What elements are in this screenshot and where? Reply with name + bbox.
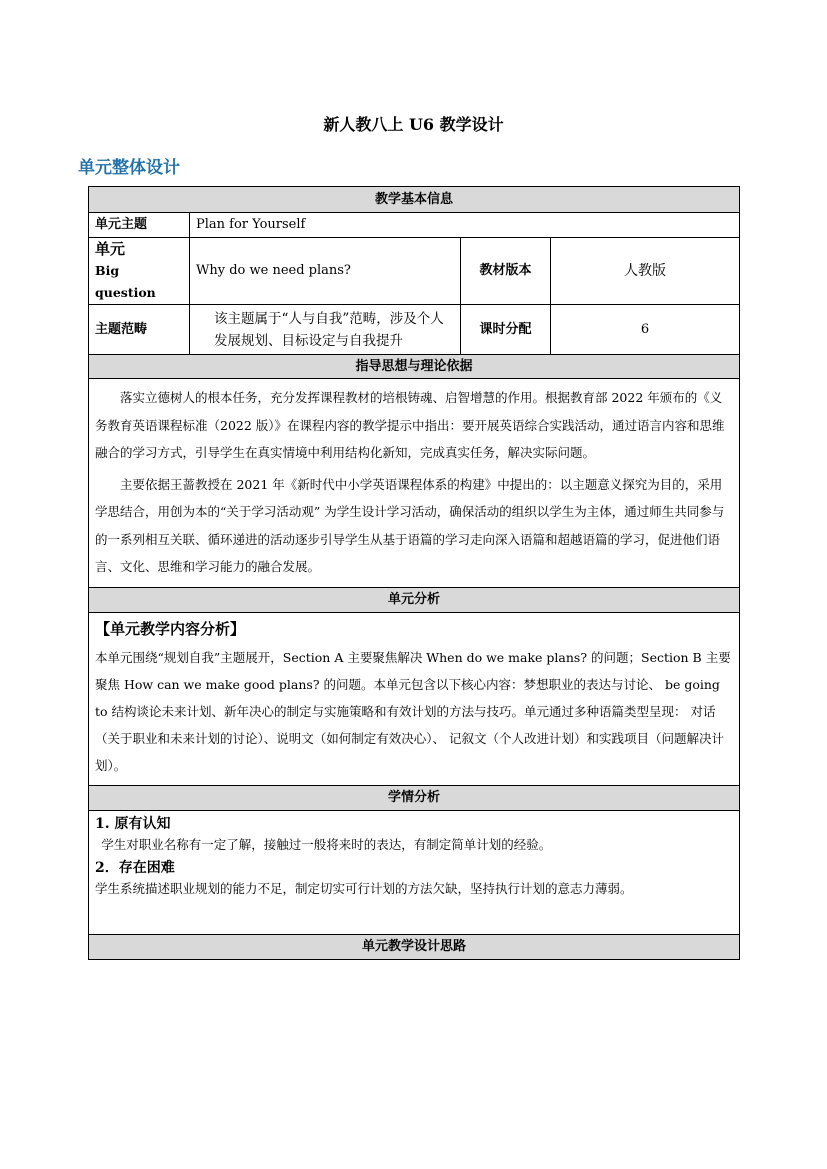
- category-label: 主题范畴: [89, 305, 190, 355]
- unit-analysis-subheading: 【单元教学内容分析】: [95, 619, 246, 638]
- category-value: 该主题属于“人与自我”范畴，涉及个人发展规划、目标设定与自我提升: [190, 305, 461, 355]
- big-question-label-cn: 单元: [95, 240, 126, 258]
- guiding-paragraph-1: 落实立德树人的根本任务，充分发挥课程教材的培根铸魂、启智增慧的作用。根据教育部 2022 年颁布的《义务教育英语课程标准（2022 版）》在课程内容的教学提示中指出：要开展英语综合实践活动，通过语言内容和思维融合的学习方式，引导学生在真实情境中利用结构化新知，完成真实任务，解决实际问题。: [95, 390, 725, 460]
- hours-value: 6: [551, 305, 740, 355]
- big-question-label: [89, 238, 190, 305]
- big-question-value: Why do we need plans?: [190, 238, 461, 305]
- textbook-value: 人教版: [551, 238, 740, 305]
- prior-knowledge-text: 学生对职业名称有一定了解，接触过一般将来时的表达，有制定简单计划的经验。: [101, 836, 552, 852]
- section-heading: 单元整体设计: [78, 158, 180, 178]
- learner-analysis-content: [89, 810, 740, 934]
- guiding-band: 指导思想与理论依据: [89, 355, 740, 379]
- basic-info-band: 教学基本信息: [89, 187, 740, 213]
- prior-knowledge-heading: 1. 原有认知: [95, 815, 171, 832]
- document-title: 新人教八上 U6 教学设计: [323, 115, 504, 134]
- guiding-content: [89, 379, 740, 588]
- difficulties-heading: 2．存在困难: [95, 859, 175, 876]
- guiding-paragraph-2: 主要依据王蔷教授在 2021 年《新时代中小学英语课程体系的构建》中提出的：以主题意义探究为目的，采用学思结合，用创为本的“关于学习活动观” 为学生设计学习活动，确保活动的组织以学生为主体，通过师生共同参与的一系列相互关联、循环递进的活动逐步引导学生从基于语篇的学习走向深入语篇和超越语篇的学习，促进他们语言、文化、思维和学习能力的融合发展。: [95, 476, 725, 574]
- unit-analysis-band: 单元分析: [89, 587, 740, 612]
- design-thinking-band: 单元教学设计思路: [89, 934, 740, 959]
- learner-analysis-band: 学情分析: [89, 785, 740, 810]
- unit-analysis-text: 本单元围绕“规划自我”主题展开，Section A 主要聚焦解决 When do we make plans? 的问题；Section B 主要聚焦 How can we make good plans? 的问题。本单元包含以下核心内容：梦想职业的表达与讨论、 be going to 结构谈论未来计划、新年决心的制定与实施策略和有效计划的方法与技巧。单元通过多种语篇类型呈现： 对话（关于职业和未来计划的讨论）、说明文（如何制定有效决心）、 记叙文（个人改进计划）和实践项目（问题解决计划）。: [95, 649, 731, 773]
- unit-design-table: [88, 186, 740, 960]
- difficulties-text: 学生系统描述职业规划的能力不足，制定切实可行计划的方法欠缺，坚持执行计划的意志力薄弱。: [95, 880, 633, 896]
- theme-value: Plan for Yourself: [190, 213, 740, 238]
- theme-label: 单元主题: [89, 213, 190, 238]
- hours-label: 课时分配: [461, 305, 551, 355]
- unit-analysis-content: [89, 612, 740, 785]
- big-question-label-en: Big question: [95, 263, 156, 300]
- textbook-label: 教材版本: [461, 238, 551, 305]
